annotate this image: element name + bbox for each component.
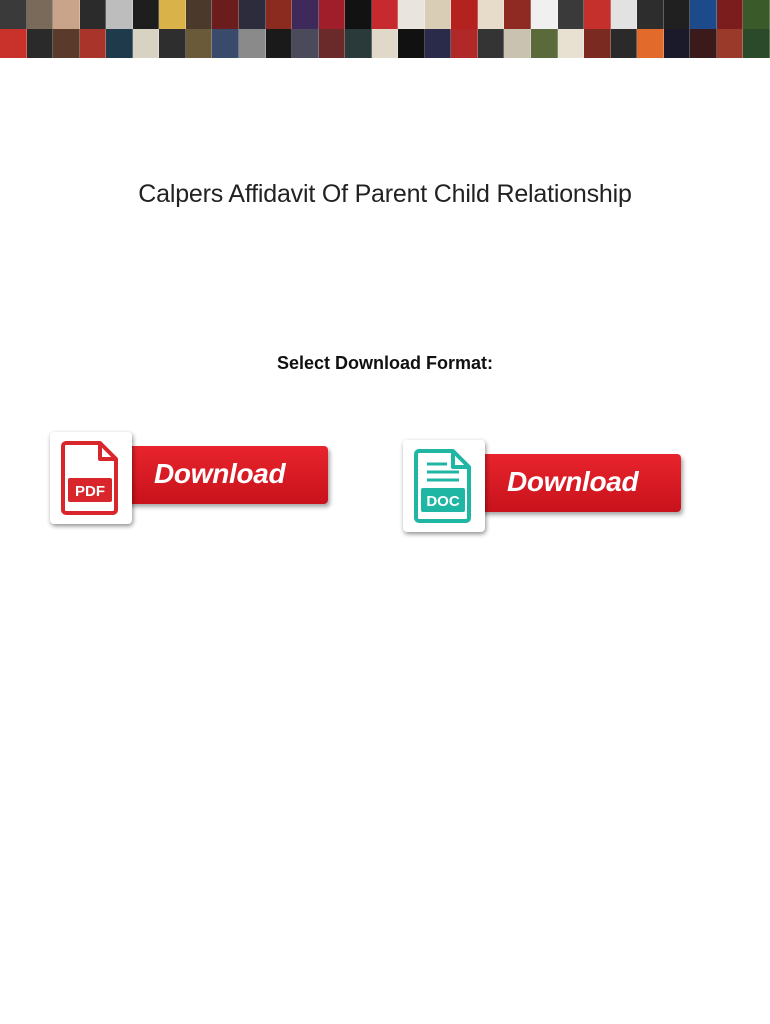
cover-tile	[345, 29, 372, 58]
cover-tile	[186, 29, 213, 58]
pdf-file-icon	[50, 432, 132, 524]
cover-tile	[425, 0, 452, 29]
cover-tile	[717, 0, 744, 29]
cover-tile	[212, 0, 239, 29]
cover-tile	[372, 0, 399, 29]
cover-tile	[558, 29, 585, 58]
select-download-format-label: Select Download Format:	[276, 353, 494, 373]
download-pdf-button[interactable]	[50, 432, 332, 524]
cover-tile	[0, 29, 27, 58]
cover-tile	[611, 0, 638, 29]
doc-file-icon	[403, 440, 485, 532]
cover-tile	[27, 0, 54, 29]
cover-tile	[451, 0, 478, 29]
cover-tile	[0, 0, 27, 29]
cover-tile	[106, 0, 133, 29]
cover-tile	[27, 29, 54, 58]
cover-tile	[504, 29, 531, 58]
cover-tile	[266, 0, 293, 29]
cover-tile	[398, 29, 425, 58]
cover-tile	[531, 0, 558, 29]
download-doc-button[interactable]	[403, 440, 685, 532]
cover-tile	[637, 0, 664, 29]
pdf-file-glyph	[60, 440, 122, 516]
cover-tile	[345, 0, 372, 29]
cover-tile	[478, 0, 505, 29]
download-pdf-bar[interactable]	[120, 446, 328, 504]
cover-tile	[425, 29, 452, 58]
cover-tile	[584, 0, 611, 29]
cover-tile	[212, 29, 239, 58]
cover-tile	[80, 0, 107, 29]
cover-mosaic-banner	[0, 0, 770, 58]
cover-tile	[637, 29, 664, 58]
cover-tile	[717, 29, 744, 58]
cover-tile	[743, 0, 770, 29]
cover-tile	[239, 0, 266, 29]
cover-tile	[743, 29, 770, 58]
cover-tile	[531, 29, 558, 58]
cover-tile	[53, 0, 80, 29]
cover-tile	[398, 0, 425, 29]
cover-tile	[292, 29, 319, 58]
download-doc-label: Download	[507, 466, 639, 497]
cover-tile	[239, 29, 266, 58]
cover-tile	[664, 29, 691, 58]
cover-tile	[292, 0, 319, 29]
doc-file-glyph	[413, 448, 475, 524]
cover-tile	[372, 29, 399, 58]
cover-tile	[319, 0, 346, 29]
download-pdf-label: Download	[154, 458, 286, 489]
cover-tile	[611, 29, 638, 58]
cover-tile	[558, 0, 585, 29]
cover-tile	[106, 29, 133, 58]
cover-tile	[584, 29, 611, 58]
doc-icon-text: DOC	[426, 493, 460, 510]
cover-tile	[186, 0, 213, 29]
page-title: Calpers Affidavit Of Parent Child Relationship	[138, 180, 632, 208]
cover-tile	[266, 29, 293, 58]
cover-tile	[133, 29, 160, 58]
cover-tile	[80, 29, 107, 58]
cover-tile	[319, 29, 346, 58]
cover-tile	[133, 0, 160, 29]
cover-tile	[451, 29, 478, 58]
cover-tile	[504, 0, 531, 29]
download-doc-bar[interactable]	[473, 454, 681, 512]
pdf-icon-text: PDF	[75, 483, 105, 500]
cover-tile	[690, 29, 717, 58]
cover-tile	[159, 29, 186, 58]
cover-tile	[159, 0, 186, 29]
cover-tile	[53, 29, 80, 58]
cover-tile	[690, 0, 717, 29]
cover-tile	[478, 29, 505, 58]
cover-tile	[664, 0, 691, 29]
